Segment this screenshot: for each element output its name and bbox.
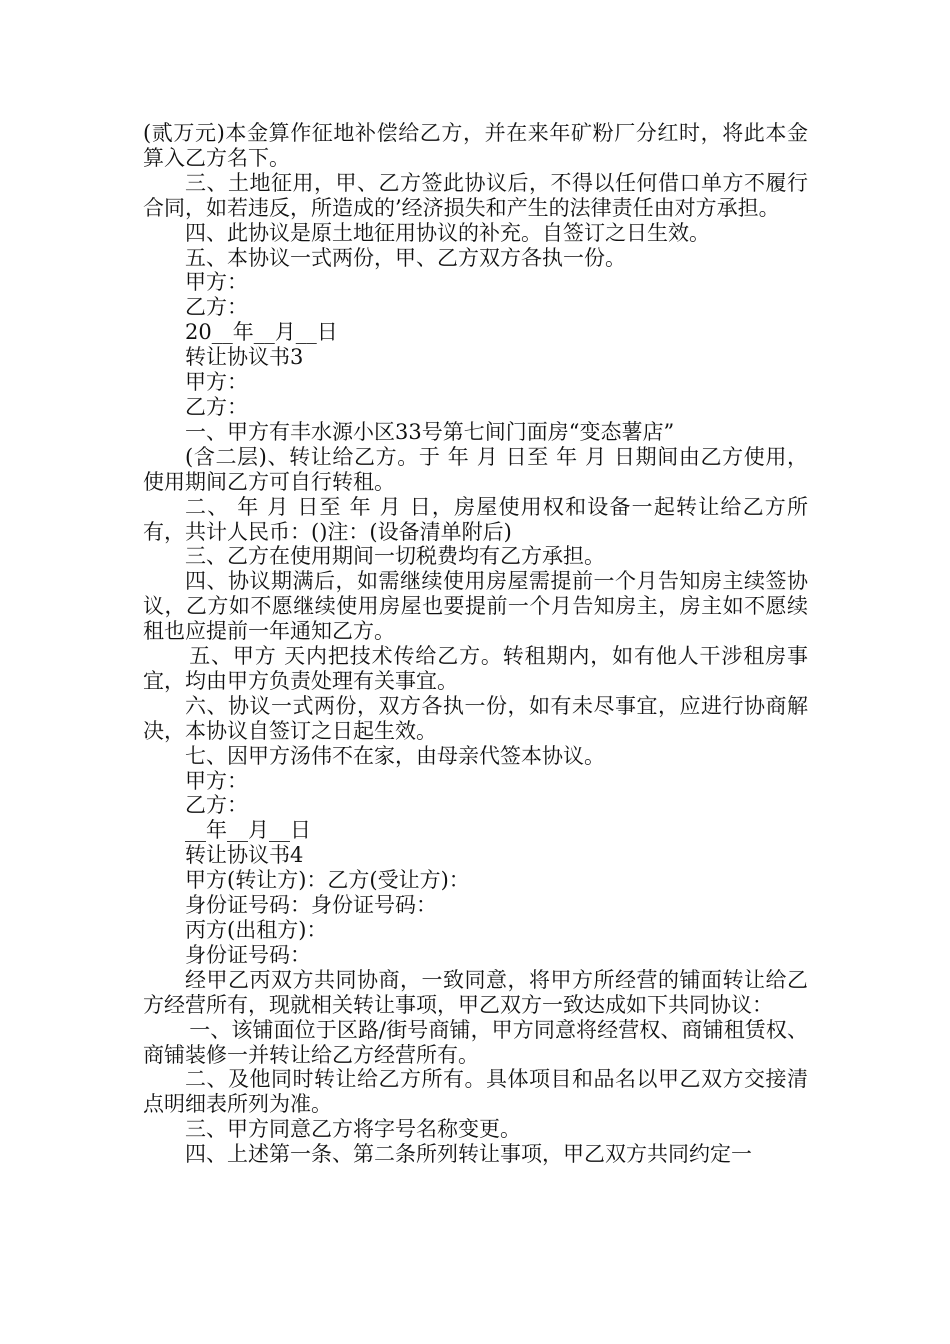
paragraph-3: 四、此协议是原土地征用协议的补充。自签订之日生效。 xyxy=(185,220,710,245)
paragraph-4: 五、本协议一式两份，甲、乙方双方各执一份。 xyxy=(185,245,626,270)
clause-2: 二、及他同时转让给乙方所有。具体项目和品名以甲乙双方交接清点明细表所列为准。 xyxy=(143,1067,808,1117)
clause-2: 二、 年 月 日至 年 月 日，房屋使用权和设备一起转让给乙方所有，共计人民币：()注：(设备清单附后) xyxy=(143,494,808,544)
clause-3: 三、乙方在使用期间一切税费均有乙方承担。 xyxy=(185,544,605,569)
document-page xyxy=(143,121,808,1167)
clause-1: 一、该铺面位于区路/街号商铺，甲方同意将经营权、商铺租赁权、商铺装修一并转让给乙方经营所有。 xyxy=(143,1017,808,1067)
party-b-label: 乙方： xyxy=(185,394,248,419)
clause-1: 一、甲方有丰水源小区33号第七间门面房“变态薯店” xyxy=(185,419,675,444)
party-b-label: 乙方： xyxy=(185,793,248,818)
id-number-line: 身份证号码： xyxy=(185,942,311,967)
clause-4: 四、协议期满后，如需继续使用房屋需提前一个月告知房主续签协议，乙方如不愿继续使用房屋也要提前一个月告知房主，房主如不愿续租也应提前一年通知乙方。 xyxy=(143,569,808,644)
party-a-label: 甲方： xyxy=(185,270,248,295)
preamble: 经甲乙丙双方共同协商，一致同意，将甲方所经营的铺面转让给乙方经营所有，现就相关转让事项，甲乙双方一致达成如下共同协议： xyxy=(143,967,808,1017)
paragraph-1: (贰万元)本金算作征地补偿给乙方，并在来年矿粉厂分红时，将此本金算入乙方名下。 xyxy=(143,121,808,170)
clause-5: 五、甲方 天内把技术传给乙方。转租期内，如有他人干涉租房事宜，均由甲方负责处理有关事宜。 xyxy=(143,644,808,693)
parties-line: 甲方(转让方)：乙方(受让方)： xyxy=(185,868,470,893)
clause-6: 六、协议一式两份，双方各执一份，如有未尽事宜，应进行协商解决，本协议自签订之日起生效。 xyxy=(143,693,808,743)
section-title-4: 转让协议书4 xyxy=(185,843,304,868)
clause-1-continued: (含二层)、转让给乙方。于 年 月 日至 年 月 日期间由乙方使用，使用期间乙方可自行转租。 xyxy=(143,444,808,494)
party-b-label: 乙方： xyxy=(185,295,248,320)
paragraph-2: 三、土地征用，甲、乙方签此协议后，不得以任何借口单方不履行合同，如若违反，所造成的’经济损失和产生的法律责任由对方承担。 xyxy=(143,170,808,220)
party-a-label: 甲方： xyxy=(185,370,248,395)
section-title-3: 转让协议书3 xyxy=(185,345,304,370)
clause-4: 四、上述第一条、第二条所列转让事项，甲乙双方共同约定一 xyxy=(185,1142,752,1167)
clause-7: 七、因甲方汤伟不在家，由母亲代签本协议。 xyxy=(185,743,605,768)
date-line: 20__年__月__日 xyxy=(185,320,338,345)
party-a-label: 甲方： xyxy=(185,768,248,793)
id-number-line: 身份证号码：身份证号码： xyxy=(185,893,437,918)
party-c-label: 丙方(出租方)： xyxy=(185,918,328,942)
clause-3: 三、甲方同意乙方将字号名称变更。 xyxy=(185,1117,521,1142)
date-line: __年__月__日 xyxy=(185,818,311,843)
